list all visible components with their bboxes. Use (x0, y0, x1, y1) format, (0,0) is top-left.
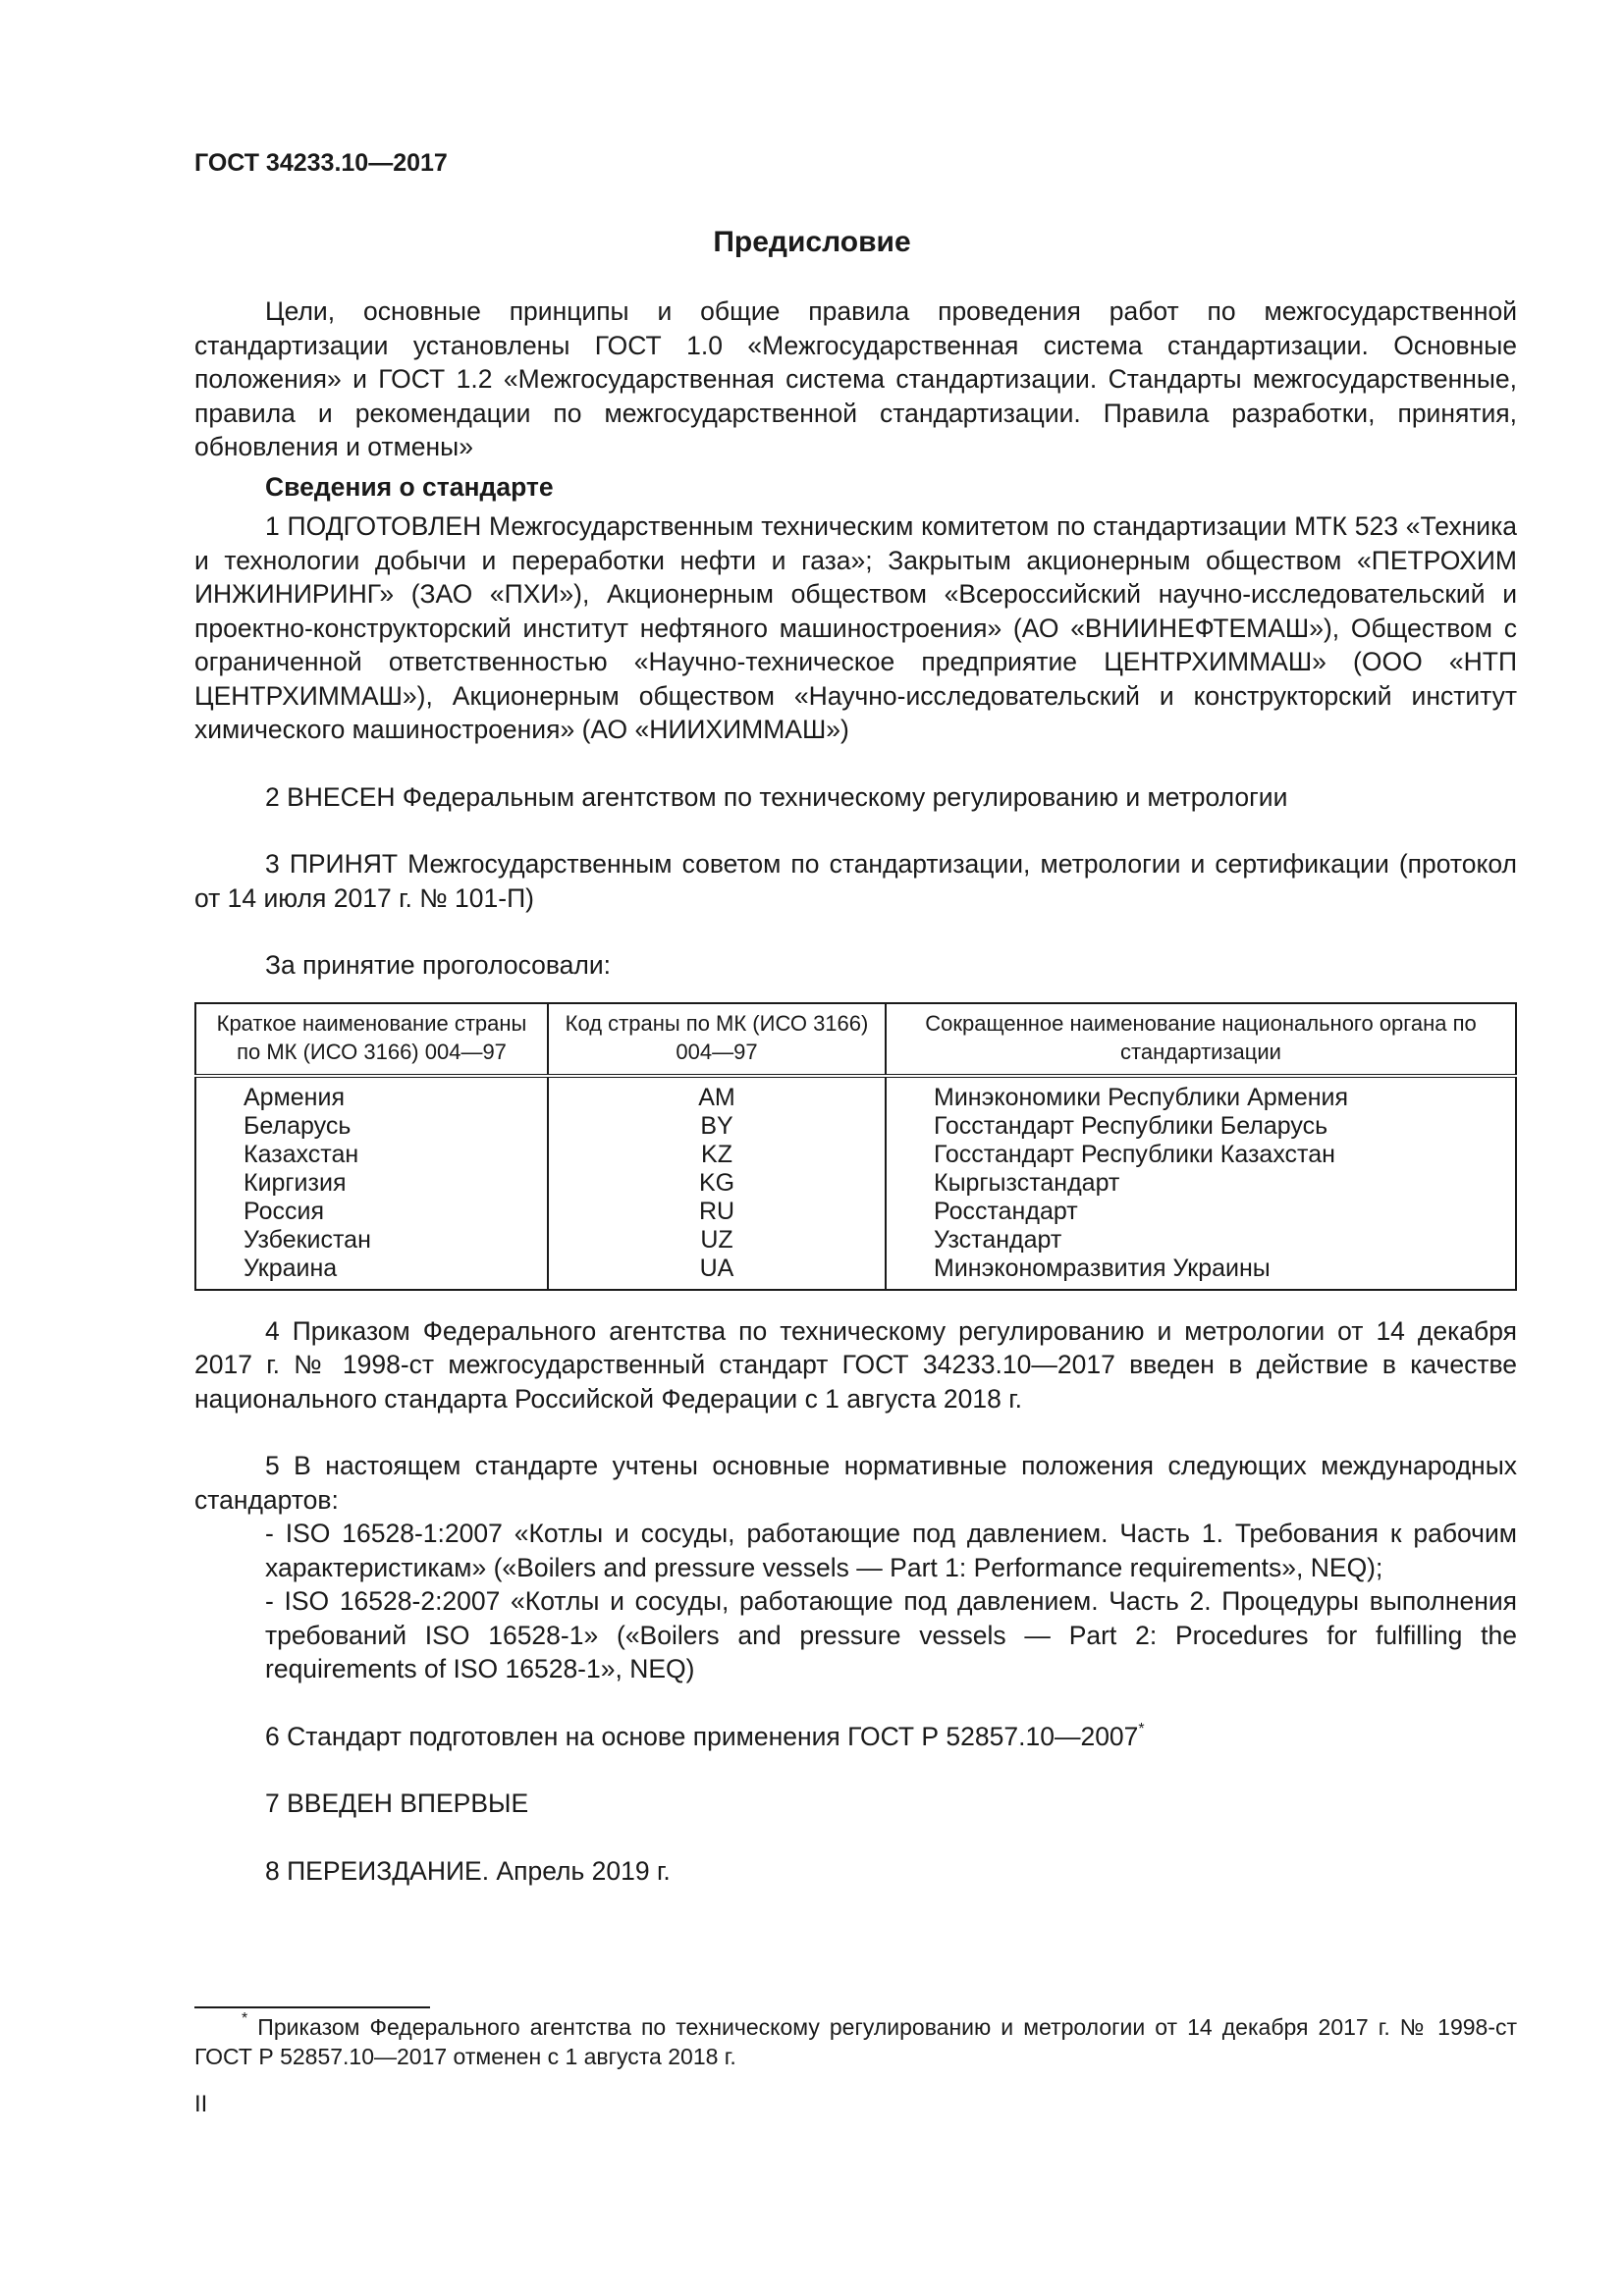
footnote-mark: * (242, 2010, 248, 2027)
code-cell: UZ (548, 1226, 886, 1255)
code-cell: KZ (548, 1141, 886, 1169)
table-row (195, 1255, 1516, 1290)
reference-text: - ISO 16528-2:2007 «Котлы и сосуды, работающие под давлением. Часть 2. Процедуры выполнения требований ISO 16528-1» («Boilers and pressure vessels — Part 2: Procedures for fulfilling the requirements of ISO 16528-1», NEQ) (265, 1586, 1517, 1683)
table-row (195, 1226, 1516, 1255)
item-5-reference-1 (194, 1517, 1517, 1584)
body-cell: Госстандарт Республики Беларусь (886, 1112, 1516, 1141)
code-cell: UA (548, 1255, 886, 1290)
table-row (195, 1141, 1516, 1169)
body-cell: Росстандарт (886, 1198, 1516, 1226)
footnote-text: Приказом Федерального агентства по техническому регулированию и метрологии от 14 декабря 2017 г. № 1998-ст ГОСТ Р 52857.10—2017 отменен с 1 августа 2018 г. (194, 2014, 1518, 2069)
column-header-body: Сокращенное наименование национального органа по стандартизации (886, 1003, 1516, 1076)
item-1-paragraph: 1 ПОДГОТОВЛЕН Межгосударственным техническим комитетом по стандартизации МТК 523 «Техника и технологии добычи и переработки нефти и газа»; Закрытым акционерным обществом «ПЕТРОХИМ ИНЖИНИРИНГ» (ЗАО «ПХИ»), Акционерным обществом «Всероссийский научно-исследовательский и проектно-конструкторский институт нефтяного машиностроения» (АО «ВНИИНЕФТЕМАШ»), Обществом с ограниченной ответственностью «Научно-техническое предприятие ЦЕНТРХИММАШ» (ООО «НТП ЦЕНТРХИММАШ»), Акционерным обществом «Научно-исследовательский и конструкторский институт химического машиностроения» (АО «НИИХИММАШ») (194, 511, 1517, 744)
item-2-paragraph: 2 ВНЕСЕН Федеральным агентством по техническому регулированию и метрологии (265, 781, 1288, 812)
body-cell: Кыргызстандарт (886, 1169, 1516, 1198)
item-8-paragraph: 8 ПЕРЕИЗДАНИЕ. Апрель 2019 г. (265, 1855, 671, 1886)
country-cell: Киргизия (244, 1168, 347, 1197)
page-title: Предисловие (713, 226, 911, 258)
table-row (195, 1198, 1516, 1226)
code-cell: BY (548, 1112, 886, 1141)
country-cell: Узбекистан (244, 1225, 371, 1254)
country-cell: Украина (244, 1254, 338, 1282)
body-cell: Минэкономразвития Украины (886, 1255, 1516, 1290)
code-cell: AM (548, 1076, 886, 1112)
item-3-paragraph: 3 ПРИНЯТ Межгосударственным советом по стандартизации, метрологии и сертификации (протокол от 14 июля 2017 г. № 101-П) (194, 849, 1517, 913)
body-cell: Узстандарт (886, 1226, 1516, 1255)
info-heading: Сведения о стандарте (265, 471, 554, 502)
reference-text: - ISO 16528-1:2007 «Котлы и сосуды, работающие под давлением. Часть 1. Требования к рабочим характеристикам» («Boilers and pressure vessels — Part 1: Performance requirements», NEQ); (265, 1519, 1517, 1582)
code-cell: KG (548, 1169, 886, 1198)
body-cell: Госстандарт Республики Казахстан (886, 1141, 1516, 1169)
intro-paragraph: Цели, основные принципы и общие правила проведения работ по межгосударственной стандартизации установлены ГОСТ 1.0 «Межгосударственная система стандартизации. Основные положения» и ГОСТ 1.2 «Межгосударственная система стандартизации. Стандарты межгосударственные, правила и рекомендации по межгосударственной стандартизации. Правила разработки, принятия, обновления и отмены» (194, 296, 1517, 461)
country-cell: Казахстан (244, 1140, 359, 1168)
item-6-paragraph (194, 1720, 1517, 1754)
footnote-marker: * (1138, 1720, 1145, 1737)
table-row (195, 1169, 1516, 1198)
code-cell: RU (548, 1198, 886, 1226)
item-6-text: 6 Стандарт подготовлен на основе применения ГОСТ Р 52857.10—2007 (265, 1721, 1139, 1751)
footnote (194, 2012, 1517, 2071)
column-header-country: Краткое наименование страны по МК (ИСО 3166) 004—97 (216, 1010, 527, 1064)
item-5-reference-2 (194, 1584, 1517, 1686)
vote-intro: За принятие проголосовали: (265, 950, 612, 980)
country-cell: Россия (244, 1197, 324, 1225)
document-body (194, 294, 1517, 1888)
item-7-paragraph: 7 ВВЕДЕН ВПЕРВЫЕ (265, 1789, 529, 1818)
table-row (195, 1076, 1516, 1112)
footnote-divider (194, 2006, 430, 2008)
country-cell: Армения (244, 1083, 345, 1111)
body-cell: Минэкономики Республики Армения (886, 1076, 1516, 1112)
voting-table (194, 1002, 1517, 1291)
table-row (195, 1112, 1516, 1141)
country-cell: Беларусь (244, 1111, 352, 1140)
item-4-paragraph: 4 Приказом Федерального агентства по техническому регулированию и метрологии от 14 декабря 2017 г. № 1998-ст межгосударственный стандарт ГОСТ 34233.10—2017 введен в действие в качестве национального стандарта Российской Федерации с 1 августа 2018 г. (194, 1315, 1517, 1414)
column-header-code: Код страны по МК (ИСО 3166) 004—97 (548, 1003, 886, 1076)
page-number: II (194, 2091, 208, 2117)
table-header-row (195, 1003, 1516, 1076)
document-id-header: ГОСТ 34233.10—2017 (194, 149, 448, 177)
item-5-paragraph: 5 В настоящем стандарте учтены основные нормативные положения следующих международных стандартов: (194, 1451, 1517, 1515)
